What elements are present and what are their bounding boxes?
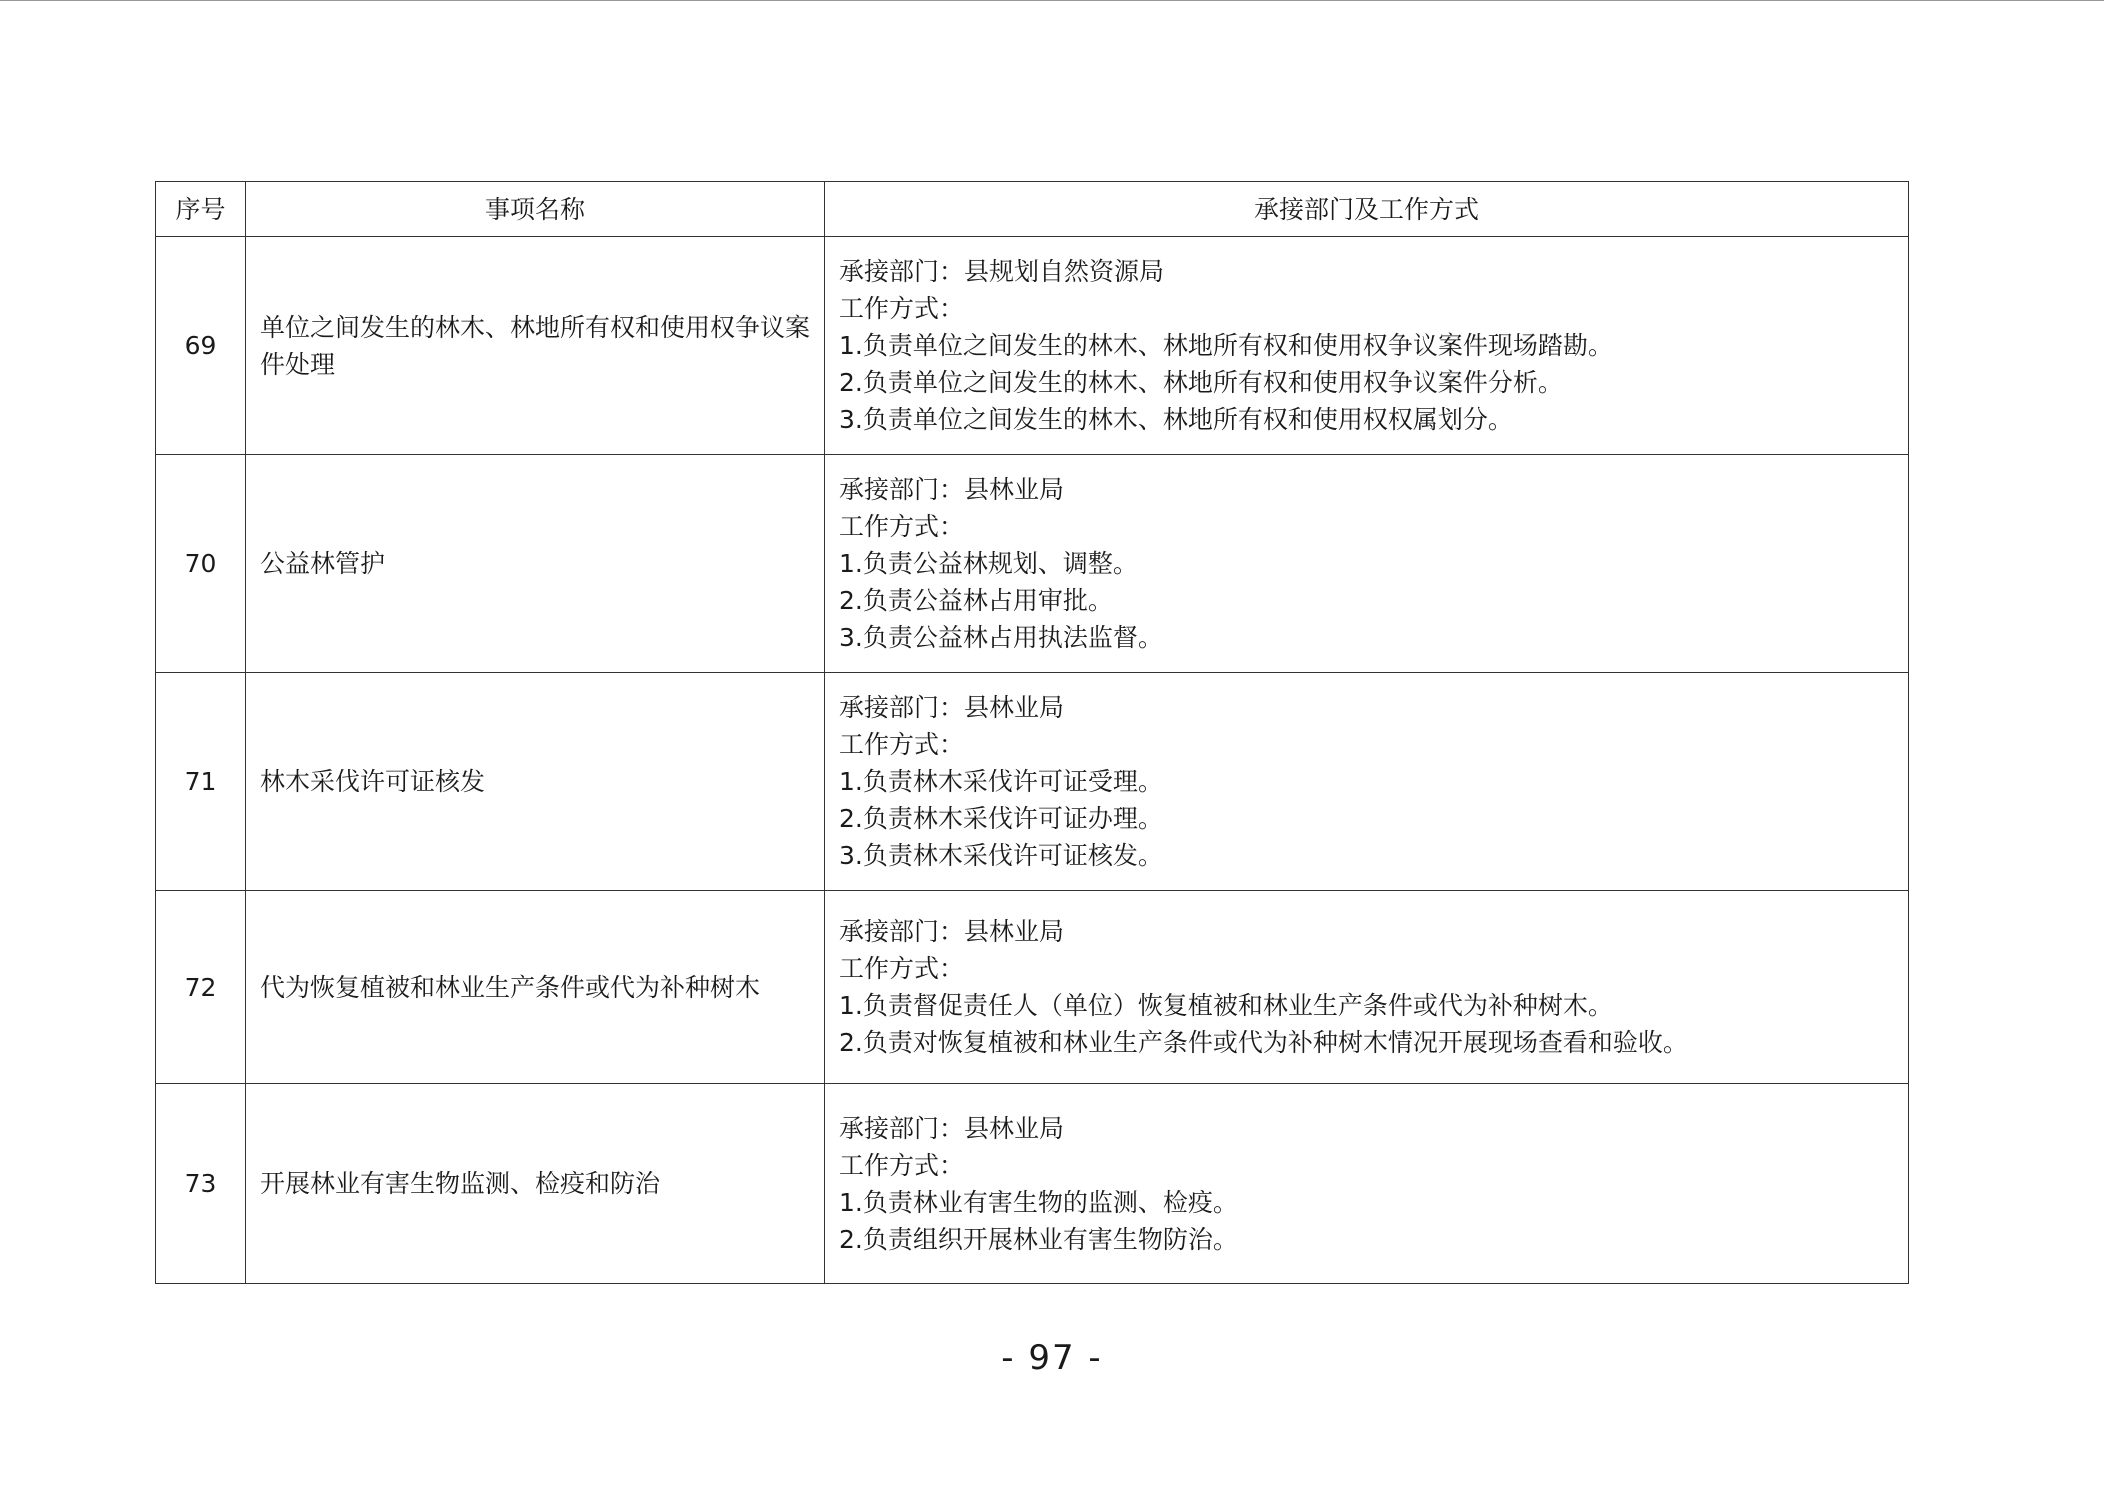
method-item: 2.负责公益林占用审批。 bbox=[839, 586, 1113, 615]
method-item: 1.负责林木采伐许可证受理。 bbox=[839, 767, 1163, 796]
department-method-cell bbox=[825, 1084, 1909, 1284]
header-department-method: 承接部门及工作方式 bbox=[825, 182, 1909, 237]
method-item: 1.负责林业有害生物的监测、检疫。 bbox=[839, 1187, 1238, 1217]
table-row bbox=[156, 1084, 1909, 1284]
row-number: 71 bbox=[156, 673, 246, 891]
method-item: 3.负责林木采伐许可证核发。 bbox=[839, 841, 1163, 870]
table-row bbox=[156, 455, 1909, 673]
method-item: 3.负责公益林占用执法监督。 bbox=[839, 623, 1163, 652]
method-label: 工作方式： bbox=[839, 512, 965, 541]
item-name: 开展林业有害生物监测、检疫和防治 bbox=[246, 1084, 825, 1284]
items-table bbox=[155, 181, 1909, 1284]
method-item: 2.负责单位之间发生的林木、林地所有权和使用权争议案件分析。 bbox=[839, 368, 1563, 397]
department-method-cell bbox=[825, 455, 1909, 673]
method-item: 3.负责单位之间发生的林木、林地所有权和使用权权属划分。 bbox=[839, 405, 1513, 434]
table-row bbox=[156, 891, 1909, 1084]
row-number: 72 bbox=[156, 891, 246, 1084]
method-label: 工作方式： bbox=[839, 730, 965, 759]
department-line: 承接部门：县林业局 bbox=[839, 917, 1065, 946]
department-line: 承接部门：县林业局 bbox=[839, 1113, 1065, 1143]
header-serial-number: 序号 bbox=[156, 182, 246, 237]
method-label: 工作方式： bbox=[839, 1150, 965, 1180]
department-line: 承接部门：县规划自然资源局 bbox=[839, 257, 1165, 286]
item-name: 单位之间发生的林木、林地所有权和使用权争议案件处理 bbox=[246, 237, 825, 455]
method-item: 1.负责督促责任人（单位）恢复植被和林业生产条件或代为补种树木。 bbox=[839, 991, 1613, 1020]
method-item: 2.负责林木采伐许可证办理。 bbox=[839, 804, 1163, 833]
table-row bbox=[156, 673, 1909, 891]
department-method-cell bbox=[825, 237, 1909, 455]
method-label: 工作方式： bbox=[839, 954, 965, 983]
method-label: 工作方式： bbox=[839, 294, 965, 323]
item-name: 公益林管护 bbox=[246, 455, 825, 673]
department-method-cell bbox=[825, 673, 1909, 891]
page-top-rule bbox=[0, 0, 2104, 1]
header-item-name: 事项名称 bbox=[246, 182, 825, 237]
item-name: 林木采伐许可证核发 bbox=[246, 673, 825, 891]
method-item: 2.负责对恢复植被和林业生产条件或代为补种树木情况开展现场查看和验收。 bbox=[839, 1028, 1688, 1057]
method-item: 1.负责公益林规划、调整。 bbox=[839, 549, 1138, 578]
row-number: 70 bbox=[156, 455, 246, 673]
department-line: 承接部门：县林业局 bbox=[839, 693, 1065, 722]
table-header-row bbox=[156, 182, 1909, 237]
page-number: - 97 - bbox=[1001, 1338, 1103, 1378]
method-item: 1.负责单位之间发生的林木、林地所有权和使用权争议案件现场踏勘。 bbox=[839, 331, 1613, 360]
department-method-cell bbox=[825, 891, 1909, 1084]
row-number: 69 bbox=[156, 237, 246, 455]
item-name: 代为恢复植被和林业生产条件或代为补种树木 bbox=[246, 891, 825, 1084]
method-item: 2.负责组织开展林业有害生物防治。 bbox=[839, 1224, 1238, 1254]
department-line: 承接部门：县林业局 bbox=[839, 475, 1065, 504]
row-number: 73 bbox=[156, 1084, 246, 1284]
table-row bbox=[156, 237, 1909, 455]
